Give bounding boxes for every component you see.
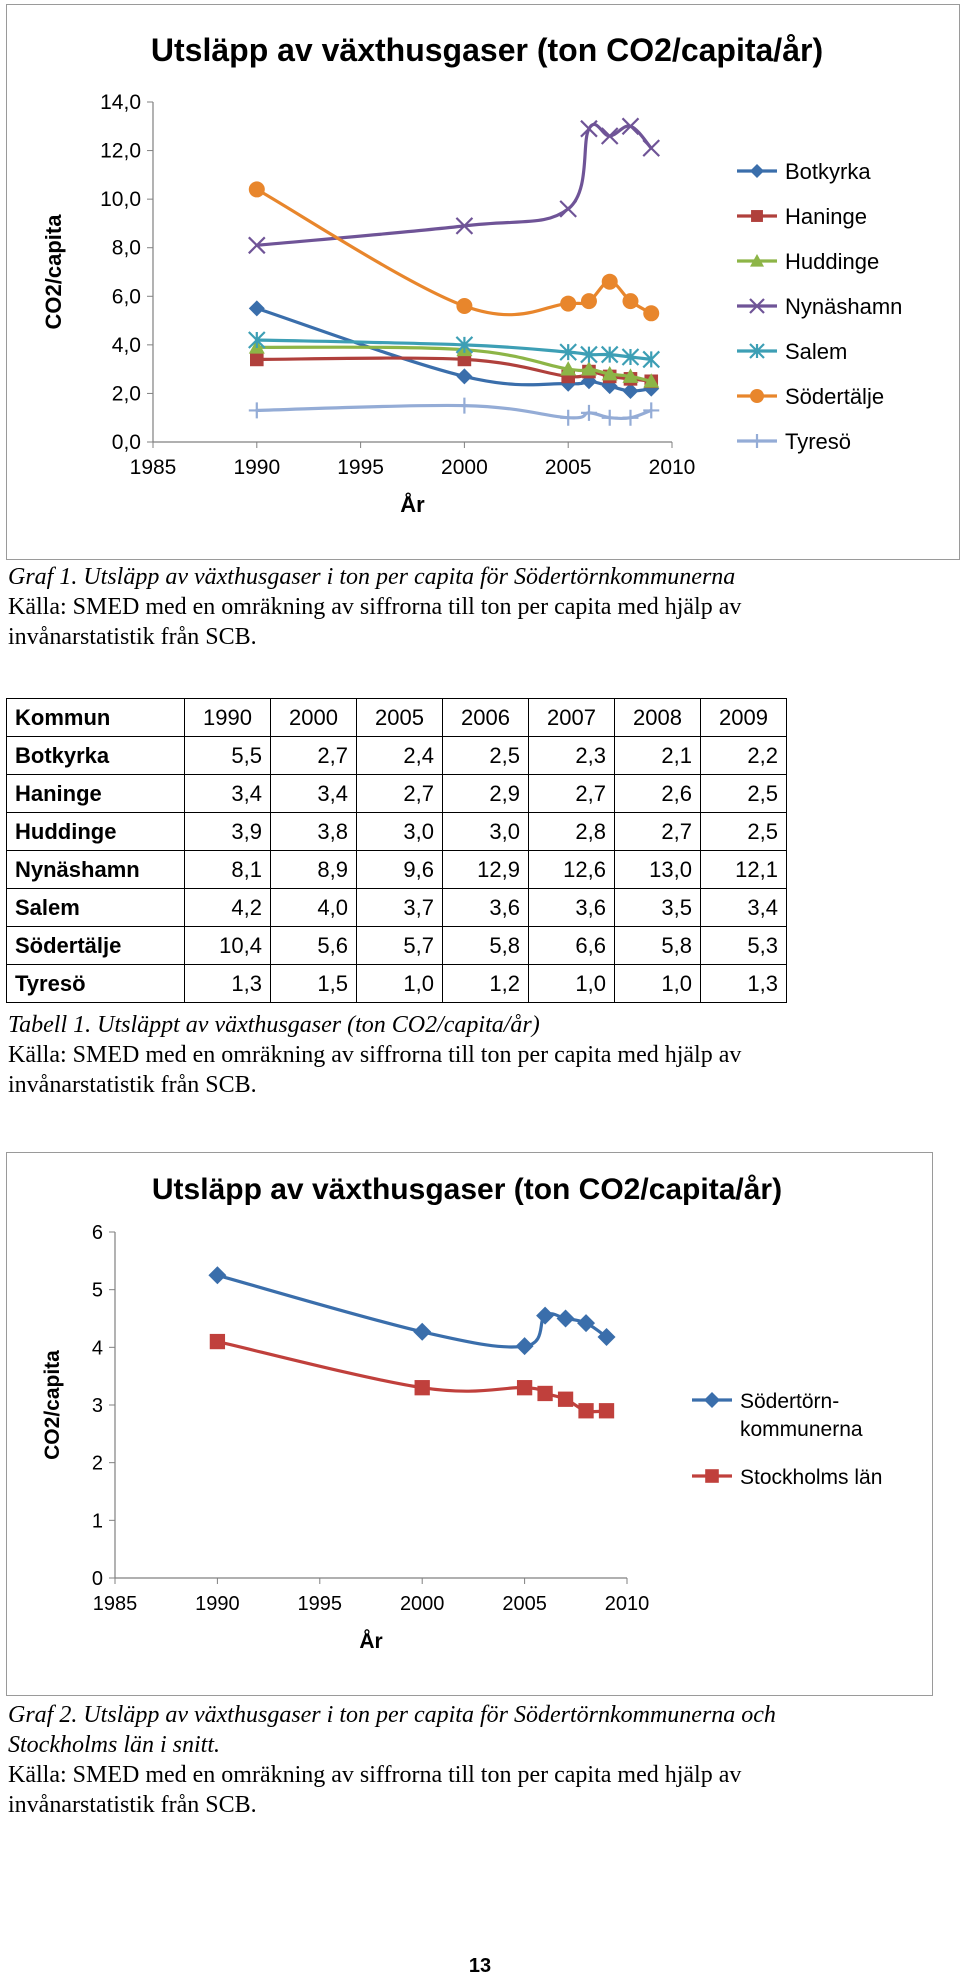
table-cell: 1,0 <box>357 965 443 1003</box>
x-tick-label: 2005 <box>544 456 592 479</box>
table-cell: 1,3 <box>701 965 787 1003</box>
y-axis-title: CO2/capita <box>41 1350 64 1460</box>
y-axis-title: CO2/capita <box>41 214 66 330</box>
y-tick-label: 1 <box>91 1510 103 1533</box>
y-tick-label: 12,0 <box>100 139 141 163</box>
legend-label: Botkyrka <box>785 159 871 184</box>
table-cell: 3,4 <box>701 889 787 927</box>
x-tick-label: 2000 <box>441 456 488 479</box>
x-axis-title: År <box>400 492 425 517</box>
table-cell: 2,5 <box>701 775 787 813</box>
table-cell: 2,8 <box>529 813 615 851</box>
table-header-cell: 2000 <box>271 699 357 737</box>
legend-entry <box>737 249 879 274</box>
data-point <box>643 305 659 321</box>
data-point <box>456 298 472 314</box>
table-caption-source-1: Källa: SMED med en omräkning av siffrorna till ton per capita med hjälp av <box>8 1042 742 1068</box>
data-point <box>602 128 618 144</box>
legend-swatch-marker <box>750 164 764 178</box>
y-tick-label: 8,0 <box>111 236 141 260</box>
chart2-svg <box>7 1153 932 1695</box>
chart-title: Utsläpp av växthusgaser (ton CO2/capita/år) <box>150 32 824 68</box>
x-tick-label: 1990 <box>195 1593 240 1615</box>
series-6 <box>249 398 659 426</box>
data-point <box>537 1386 552 1401</box>
data-point <box>558 1392 573 1407</box>
legend-label: Södertälje <box>785 384 885 409</box>
data-point <box>413 1323 431 1341</box>
emissions-table <box>6 698 787 1003</box>
table-cell: 2,5 <box>701 813 787 851</box>
data-point <box>599 1403 614 1418</box>
y-tick-label: 4 <box>91 1337 103 1360</box>
data-point <box>602 410 618 426</box>
x-tick-label: 2010 <box>604 1593 650 1615</box>
chart2-frame <box>6 1152 933 1696</box>
chart2-caption-title-1: Graf 2. Utsläpp av växthusgaser i ton per capita för Södertörnkommunerna och <box>8 1702 776 1728</box>
legend-entry <box>737 384 884 409</box>
table-cell: 2,7 <box>529 775 615 813</box>
series-3 <box>249 118 659 253</box>
legend-swatch-marker <box>704 1392 720 1408</box>
x-tick-label: 1985 <box>129 456 177 479</box>
table-row <box>7 737 787 775</box>
legend-swatch-marker <box>705 1469 719 1483</box>
y-tick-label: 5 <box>91 1279 103 1302</box>
table-cell: 1,0 <box>529 965 615 1003</box>
data-point <box>249 300 265 316</box>
table-row <box>7 775 787 813</box>
chart1-caption <box>8 562 741 652</box>
table-cell: 4,0 <box>271 889 357 927</box>
table-row-label: Huddinge <box>7 813 185 851</box>
table-cell: 9,6 <box>357 851 443 889</box>
data-point <box>210 1334 225 1349</box>
chart1-caption-source-1: Källa: SMED med en omräkning av siffrorna till ton per capita med hjälp av <box>8 594 742 620</box>
table-cell: 3,7 <box>357 889 443 927</box>
table-cell: 5,3 <box>701 927 787 965</box>
table-row <box>7 927 787 965</box>
table-header-row <box>7 699 787 737</box>
table-cell: 1,5 <box>271 965 357 1003</box>
x-tick-label: 1995 <box>337 456 384 479</box>
chart1-frame <box>6 4 960 560</box>
data-point <box>643 140 659 156</box>
data-point <box>560 410 576 426</box>
data-point <box>517 1380 532 1395</box>
legend-swatch-marker <box>750 434 764 448</box>
y-tick-label: 2,0 <box>111 382 141 406</box>
table-cell: 5,8 <box>615 927 701 965</box>
table-cell: 5,8 <box>443 927 529 965</box>
x-axis-title: År <box>359 1630 383 1653</box>
table-cell: 3,0 <box>443 813 529 851</box>
table-caption-title: Tabell 1. Utsläppt av växthusgaser (ton CO2/capita/år) <box>8 1012 540 1038</box>
table-cell: 3,4 <box>185 775 271 813</box>
table-row-label: Salem <box>7 889 185 927</box>
data-point <box>249 402 265 418</box>
legend-swatch-marker <box>750 389 764 403</box>
table-cell: 8,9 <box>271 851 357 889</box>
data-point <box>456 398 472 414</box>
x-tick-label: 2005 <box>502 1593 547 1615</box>
table-row-label: Haninge <box>7 775 185 813</box>
table-cell: 10,4 <box>185 927 271 965</box>
table-cell: 3,5 <box>615 889 701 927</box>
legend-entry <box>692 1390 863 1441</box>
table-cell: 3,4 <box>271 775 357 813</box>
data-point <box>208 1266 226 1284</box>
table-cell: 3,8 <box>271 813 357 851</box>
table-row-label: Nynäshamn <box>7 851 185 889</box>
table-cell: 12,1 <box>701 851 787 889</box>
table-cell: 2,3 <box>529 737 615 775</box>
chart1-caption-source-2: invånarstatistik från SCB. <box>8 624 257 650</box>
table-cell: 8,1 <box>185 851 271 889</box>
table-cell: 2,4 <box>357 737 443 775</box>
data-point <box>581 405 597 421</box>
legend-label: kommunerna <box>740 1418 863 1441</box>
legend-entry <box>737 429 851 454</box>
table-cell: 5,5 <box>185 737 271 775</box>
table-caption <box>8 1010 741 1100</box>
table-cell: 12,9 <box>443 851 529 889</box>
page-number: 13 <box>468 1955 492 1977</box>
chart2-caption-title-2: Stockholms län i snitt. <box>8 1732 220 1758</box>
chart1-svg <box>7 5 959 559</box>
table-cell: 2,7 <box>615 813 701 851</box>
table-cell: 3,0 <box>357 813 443 851</box>
legend-entry <box>737 204 867 229</box>
table-row <box>7 889 787 927</box>
y-tick-label: 3 <box>91 1395 103 1417</box>
table-cell: 2,5 <box>443 737 529 775</box>
table-header-cell: 2008 <box>615 699 701 737</box>
x-tick-label: 1995 <box>297 1593 343 1615</box>
table-cell: 1,3 <box>185 965 271 1003</box>
data-point <box>578 1403 593 1418</box>
series-line <box>217 1342 606 1412</box>
chart2-caption-source-1: Källa: SMED med en omräkning av siffrorna till ton per capita med hjälp av <box>8 1762 742 1788</box>
table-cell: 2,7 <box>271 737 357 775</box>
y-tick-label: 10,0 <box>100 188 141 212</box>
table-caption-source-2: invånarstatistik från SCB. <box>8 1072 257 1098</box>
data-point <box>456 368 472 384</box>
table-row-label: Botkyrka <box>7 737 185 775</box>
series-0 <box>208 1266 615 1355</box>
table-cell: 2,1 <box>615 737 701 775</box>
table-cell: 12,6 <box>529 851 615 889</box>
data-point <box>249 181 265 197</box>
legend-label: Södertörn- <box>740 1390 840 1413</box>
x-tick-label: 2010 <box>648 456 696 479</box>
series-2 <box>249 339 659 387</box>
table-cell: 2,2 <box>701 737 787 775</box>
data-point <box>557 1310 575 1328</box>
table-row <box>7 965 787 1003</box>
table-row <box>7 851 787 889</box>
chart-title: Utsläpp av växthusgaser (ton CO2/capita/år) <box>151 1173 783 1206</box>
data-point <box>622 410 638 426</box>
legend-swatch-marker <box>751 210 763 222</box>
table-row-label: Tyresö <box>7 965 185 1003</box>
table-cell: 5,6 <box>271 927 357 965</box>
table-header-cell: 2007 <box>529 699 615 737</box>
legend-label: Tyresö <box>785 429 852 454</box>
legend-label: Nynäshamn <box>785 294 903 319</box>
data-point <box>581 293 597 309</box>
table-cell: 2,6 <box>615 775 701 813</box>
data-point <box>560 201 576 217</box>
table-header-cell: 2006 <box>443 699 529 737</box>
data-point <box>602 274 618 290</box>
data-point <box>516 1337 534 1355</box>
series-5 <box>249 181 659 321</box>
table-header-cell: 2009 <box>701 699 787 737</box>
table-cell: 3,9 <box>185 813 271 851</box>
chart2-caption-source-2: invånarstatistik från SCB. <box>8 1792 257 1818</box>
table-cell: 4,2 <box>185 889 271 927</box>
y-tick-label: 4,0 <box>111 333 141 357</box>
legend-entry <box>737 339 847 364</box>
table-cell: 6,6 <box>529 927 615 965</box>
series-line <box>257 124 651 245</box>
y-tick-label: 6,0 <box>111 285 141 309</box>
chart1-caption-title: Graf 1. Utsläpp av växthusgaser i ton per capita för Södertörnkommunerna <box>8 564 736 590</box>
table-cell: 2,9 <box>443 775 529 813</box>
data-point <box>250 353 264 367</box>
data-point <box>536 1307 554 1325</box>
chart2-caption <box>8 1700 776 1820</box>
table-cell: 1,2 <box>443 965 529 1003</box>
data-point <box>577 1314 595 1332</box>
table-row-label: Södertälje <box>7 927 185 965</box>
legend-entry <box>692 1466 882 1489</box>
table-cell: 3,6 <box>443 889 529 927</box>
x-tick-label: 1990 <box>233 456 281 479</box>
data-point <box>415 1380 430 1395</box>
legend-entry <box>737 159 871 184</box>
data-point <box>622 293 638 309</box>
table-cell: 5,7 <box>357 927 443 965</box>
legend-label: Huddinge <box>785 249 880 274</box>
x-tick-label: 2000 <box>399 1593 445 1615</box>
table-cell: 13,0 <box>615 851 701 889</box>
legend-entry <box>737 294 902 319</box>
data-point <box>643 402 659 418</box>
table-cell: 2,7 <box>357 775 443 813</box>
y-tick-label: 6 <box>91 1222 103 1244</box>
table-header-cell: 1990 <box>185 699 271 737</box>
table-header-cell: Kommun <box>7 699 185 737</box>
table-row <box>7 813 787 851</box>
legend-label: Haninge <box>785 204 867 229</box>
y-tick-label: 0 <box>91 1568 103 1590</box>
data-point <box>560 296 576 312</box>
y-tick-label: 14,0 <box>100 91 141 114</box>
x-tick-label: 1985 <box>92 1593 138 1615</box>
data-point <box>581 121 597 137</box>
table-header-cell: 2005 <box>357 699 443 737</box>
table-cell: 1,0 <box>615 965 701 1003</box>
legend-label: Salem <box>785 339 848 364</box>
table-cell: 3,6 <box>529 889 615 927</box>
legend-label: Stockholms län <box>740 1466 883 1489</box>
y-tick-label: 0,0 <box>111 431 141 454</box>
table-body <box>7 737 787 1003</box>
series-1 <box>210 1334 614 1419</box>
y-tick-label: 2 <box>91 1452 103 1475</box>
